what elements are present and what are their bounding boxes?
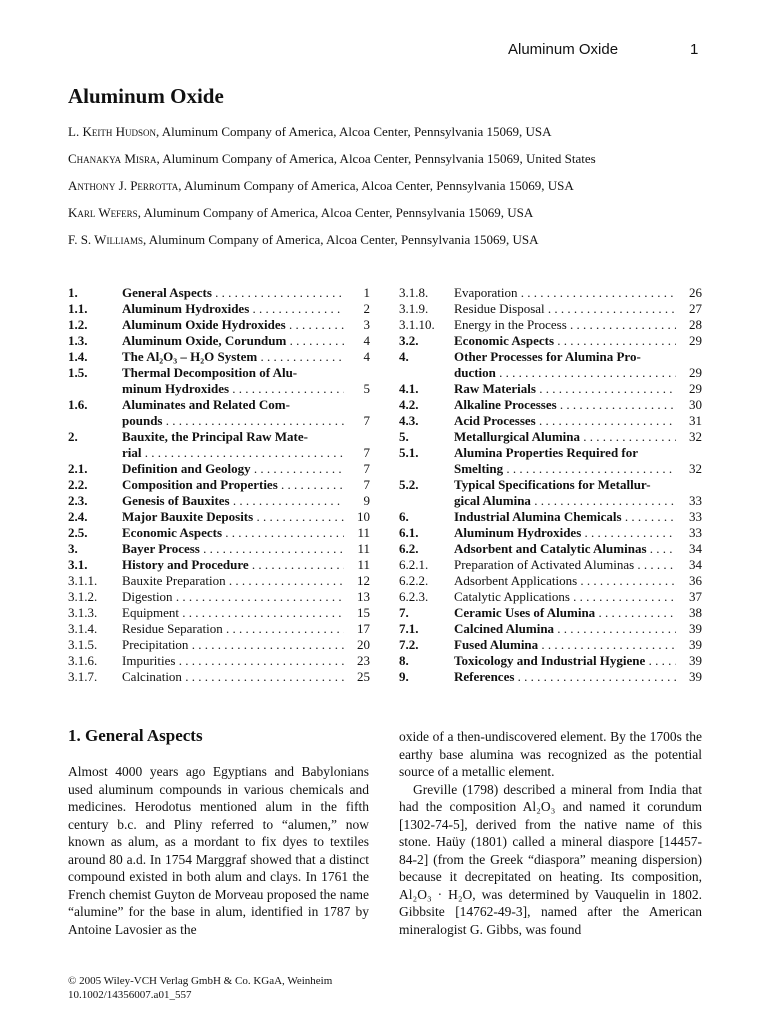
toc-entry-number: 1.5. [68,365,88,380]
toc-entry[interactable] [68,573,370,589]
toc-right-column [399,285,702,685]
toc-entry[interactable] [399,317,702,333]
toc-entry-page: 17 [357,621,370,636]
toc-entry-title: Alumina Properties Required for [454,445,639,460]
toc-entry[interactable] [68,557,370,573]
author-name: Anthony J. Perrotta [68,178,179,193]
toc-entry-title: Aluminum Oxide Hydroxides . . . [122,317,344,333]
toc-entry-number: 8. [399,653,409,668]
toc-entry[interactable] [68,477,370,493]
toc-entry-page: 7 [363,477,370,492]
toc-entry[interactable] [68,621,370,637]
toc-entry-title: Digestion . . . [122,589,344,605]
toc-entry[interactable] [399,653,702,669]
toc-entry[interactable] [399,429,702,445]
article-title: Aluminum Oxide [68,84,224,108]
toc-entry-title: Definition and Geology . . . [122,461,344,477]
toc-entry-page: 39 [689,637,702,652]
toc-entry-page: 39 [689,669,702,684]
toc-entry-number: 2.3. [68,493,88,508]
toc-entry-title: Equipment . . . [122,605,344,621]
toc-entry-title: History and Procedure . . . [122,557,344,573]
toc-entry-title: References . . . [454,669,676,685]
toc-entry-page: 25 [357,669,370,684]
toc-entry[interactable] [68,493,370,509]
author-line [68,205,533,221]
toc-entry-title: Genesis of Bauxites . . . [122,493,344,509]
toc-entry[interactable] [399,541,702,557]
toc-entry-page: 11 [357,525,370,540]
toc-entry-title: Aluminum Hydroxides . . . [122,301,344,317]
toc-entry[interactable] [399,285,702,301]
toc-entry-number: 6.2.3. [399,589,429,604]
toc-entry-title: Precipitation . . . [122,637,344,653]
toc-entry-page: 13 [357,589,370,604]
toc-entry-title: Calcined Alumina . . . [454,621,676,637]
toc-entry-title: Major Bauxite Deposits . . . [122,509,344,525]
toc-entry-page: 4 [363,333,370,348]
toc-entry-page: 2 [363,301,370,316]
toc-entry[interactable] [399,525,702,541]
toc-entry-number: 5.2. [399,477,419,492]
toc-entry-title: Residue Separation . . . [122,621,344,637]
toc-entry-number: 3.1.4. [68,621,98,636]
author-line [68,232,539,248]
toc-entry[interactable] [68,349,370,365]
toc-entry-number: 1.2. [68,317,88,332]
toc-entry-title: Economic Aspects . . . [122,525,344,541]
toc-entry[interactable] [68,445,370,461]
toc-entry[interactable] [399,381,702,397]
toc-entry-page: 34 [689,557,702,572]
toc-entry[interactable] [68,429,370,445]
toc-entry[interactable] [399,349,702,365]
toc-entry-page: 27 [689,301,702,316]
toc-entry-title: Aluminates and Related Com- [122,397,290,412]
toc-entry-title: Metallurgical Alumina . . . [454,429,676,445]
toc-entry-title: Industrial Alumina Chemicals . . . [454,509,676,525]
toc-entry-number: 3.1.9. [399,301,429,316]
toc-entry-page: 32 [689,461,702,476]
toc-entry-page: 30 [689,397,702,412]
toc-entry-page: 37 [689,589,702,604]
toc-entry[interactable] [68,509,370,525]
page-number: 1 [690,41,699,58]
toc-entry[interactable] [399,493,702,509]
toc-entry-page: 38 [689,605,702,620]
toc-entry-page: 7 [363,445,370,460]
toc-entry-page: 29 [689,333,702,348]
toc-entry[interactable] [399,605,702,621]
toc-entry-title: Residue Disposal . . . [454,301,676,317]
toc-entry-title: Evaporation . . . [454,285,676,301]
toc-entry-number: 2.1. [68,461,88,476]
toc-entry-title: Aluminum Oxide, Corundum . . . [122,333,344,349]
author-name: L. Keith Hudson [68,124,156,139]
toc-entry-number: 2.5. [68,525,88,540]
toc-entry-page: 33 [689,509,702,524]
toc-entry-title: Toxicology and Industrial Hygiene . . . [454,653,676,669]
toc-entry-number: 1.6. [68,397,88,412]
toc-entry-page: 15 [357,605,370,620]
toc-entry[interactable] [68,669,370,685]
toc-entry[interactable] [399,669,702,685]
toc-entry-title: Impurities . . . [122,653,344,669]
toc-entry[interactable] [68,285,370,301]
toc-entry-title: minum Hydroxides . . . [122,381,344,397]
toc-entry-number: 7. [399,605,409,620]
toc-entry[interactable] [399,413,702,429]
author-name: Karl Wefers [68,205,138,220]
toc-entry-title: Acid Processes . . . [454,413,676,429]
toc-entry[interactable] [68,461,370,477]
toc-entry-page: 12 [357,573,370,588]
toc-entry-number: 4.3. [399,413,419,428]
toc-entry-page: 33 [689,525,702,540]
toc-entry-title: Ceramic Uses of Alumina . . . [454,605,676,621]
toc-entry-title: Other Processes for Alumina Pro- [454,349,641,364]
toc-entry-title: Thermal Decomposition of Alu- [122,365,298,380]
toc-entry-number: 9. [399,669,409,684]
toc-entry-number: 3.2. [399,333,419,348]
toc-entry-title: Bauxite, the Principal Raw Mate- [122,429,308,444]
toc-entry-number: 3.1.5. [68,637,98,652]
toc-entry-number: 1.4. [68,349,88,364]
toc-entry-page: 9 [363,493,370,508]
toc-entry-number: 3.1.1. [68,573,98,588]
toc-entry-number: 3.1.3. [68,605,98,620]
toc-entry-page: 23 [357,653,370,668]
toc-entry-title: gical Alumina . . . [454,493,676,509]
toc-entry[interactable] [68,365,370,381]
copyright-notice: © 2005 Wiley-VCH Verlag GmbH & Co. KGaA, Weinheim [68,975,333,987]
running-header-title: Aluminum Oxide [508,41,619,58]
toc-entry[interactable] [399,557,702,573]
toc-entry-page: 20 [357,637,370,652]
toc-entry[interactable] [68,637,370,653]
toc-entry-title: Raw Materials . . . [454,381,676,397]
toc-entry-number: 6.2.1. [399,557,429,572]
toc-entry-number: 3.1. [68,557,88,572]
toc-entry-title: Adsorbent and Catalytic Aluminas . . . [454,541,676,557]
toc-entry-page: 28 [689,317,702,332]
toc-entry-title: Calcination . . . [122,669,344,685]
toc-entry-page: 5 [363,381,370,396]
toc-entry-title: pounds . . . [122,413,344,429]
toc-entry-page: 31 [689,413,702,428]
toc-entry-title: rial . . . [122,445,344,461]
toc-entry-number: 2.4. [68,509,88,524]
toc-entry-number: 3.1.2. [68,589,98,604]
toc-entry-page: 39 [689,653,702,668]
toc-entry-page: 32 [689,429,702,444]
toc-entry-title: Alkaline Processes . . . [454,397,676,413]
toc-entry-number: 3.1.6. [68,653,98,668]
toc-entry[interactable] [399,637,702,653]
toc-entry-number: 3. [68,541,78,556]
toc-entry-title: Aluminum Hydroxides . . . [454,525,676,541]
toc-entry-number: 3.1.10. [399,317,435,332]
author-affiliation: , Aluminum Company of America, Alcoa Center, Pennsylvania 15069, USA [178,178,574,193]
toc-entry[interactable] [399,573,702,589]
toc-entry[interactable] [68,381,370,397]
toc-entry[interactable] [68,589,370,605]
toc-left-column [68,285,370,685]
toc-entry[interactable] [399,333,702,349]
toc-entry-page: 39 [689,621,702,636]
toc-entry-title: Typical Specifications for Metallur- [454,477,651,492]
toc-entry[interactable] [68,413,370,429]
toc-entry-number: 3.1.8. [399,285,429,300]
toc-entry-page: 7 [363,413,370,428]
toc-entry-page: 11 [357,541,370,556]
toc-entry-number: 7.2. [399,637,419,652]
body-column-left [68,763,369,938]
toc-entry[interactable] [68,653,370,669]
toc-entry-page: 11 [357,557,370,572]
toc-entry[interactable] [68,605,370,621]
toc-entry[interactable] [68,317,370,333]
toc-entry-title: duction . . . [454,365,676,381]
toc-entry-title: Bauxite Preparation . . . [122,573,344,589]
toc-entry-page: 29 [689,381,702,396]
author-affiliation: , Aluminum Company of America, Alcoa Center, Pennsylvania 15069, USA [142,232,539,247]
toc-entry-title: Energy in the Process . . . [454,317,676,333]
doi: 10.1002/14356007.a01_557 [68,989,192,1001]
toc-entry-number: 6. [399,509,409,524]
toc-entry-number: 7.1. [399,621,419,636]
toc-entry-page: 4 [363,349,370,364]
toc-entry[interactable] [399,509,702,525]
toc-entry-number: 5. [399,429,409,444]
toc-entry-title: General Aspects . . . [122,285,344,301]
toc-entry[interactable] [399,461,702,477]
toc-entry-title: Preparation of Activated Aluminas . . . [454,557,676,573]
toc-entry[interactable] [68,301,370,317]
body-paragraph: Almost 4000 years ago Egyptians and Babylonians used aluminum compounds in various chemicals and medicines. Herodotus mentioned alum in the fifth century b.c. and Pliny referred to “alumen,” now known as alum, as a mordant to fix dyes to textiles around 80 a.d. In 1754 Marggraf showed that a distinct compound existed in both alum and clays. In 1761 the French chemist Guyton de Morveau proposed the name “alumine” for the base in alum, identified in 1787 by Antoine Lavosier as the [68,764,369,937]
toc-entry-title: Composition and Properties . . . [122,477,344,493]
toc-entry-number: 3.1.7. [68,669,98,684]
toc-entry-title: Catalytic Applications . . . [454,589,676,605]
toc-entry[interactable] [399,445,702,461]
toc-entry-page: 26 [689,285,702,300]
author-line [68,151,596,167]
author-name: Chanakya Misra [68,151,157,166]
toc-entry-title: Bayer Process . . . [122,541,344,557]
toc-entry-page: 10 [357,509,370,524]
toc-entry[interactable] [399,301,702,317]
toc-entry-number: 1. [68,285,78,300]
toc-entry-title: Economic Aspects . . . [454,333,676,349]
toc-entry-page: 29 [689,365,702,380]
toc-entry[interactable] [399,477,702,493]
author-affiliation: , Aluminum Company of America, Alcoa Center, Pennsylvania 15069, USA [155,124,552,139]
section-heading: 1. General Aspects [68,726,203,745]
toc-entry-page: 34 [689,541,702,556]
toc-entry-title: Smelting . . . [454,461,676,477]
toc-entry-number: 4.1. [399,381,419,396]
toc-entry[interactable] [399,397,702,413]
toc-entry-page: 33 [689,493,702,508]
toc-entry[interactable] [68,397,370,413]
author-name: F. S. Williams [68,232,143,247]
toc-entry-title: The Al₂O₃ – H₂O System . . . [122,349,344,365]
author-line [68,178,574,194]
toc-entry[interactable] [68,525,370,541]
toc-entry[interactable] [399,365,702,381]
body-paragraph: Greville (1798) described a mineral from India that had the composition Al₂O₃ and named it corundum [1302-74-5], derived from the native name of this stone. Haüy (1801) called a mineral diaspore [14457-84-2] (from the Greek “diaspora” meaning dispersion) because it decrepitated on heating. Its composition, Al₂O₃ · H₂O, was determined by Vauquelin in 1802. Gibbsite [14762-49-3], named after the American mineralogist G. Gibbs, was found [399,781,702,937]
toc-entry-page: 7 [363,461,370,476]
body-column-right [399,728,702,938]
toc-entry-number: 6.1. [399,525,419,540]
toc-entry[interactable] [68,333,370,349]
toc-entry-number: 5.1. [399,445,419,460]
toc-entry-number: 6.2.2. [399,573,429,588]
toc-entry-number: 2.2. [68,477,88,492]
toc-entry-title: Adsorbent Applications . . . [454,573,676,589]
author-line [68,124,552,140]
toc-entry[interactable] [68,541,370,557]
toc-entry-number: 1.1. [68,301,88,316]
author-affiliation: , Aluminum Company of America, Alcoa Center, Pennsylvania 15069, United States [156,151,596,166]
body-paragraph: oxide of a then-undiscovered element. By the 1700s the earthy base alumina was recognized as the potential source of a metallic element. [399,729,702,779]
toc-entry-number: 2. [68,429,78,444]
toc-entry[interactable] [399,621,702,637]
toc-entry-title: Fused Alumina . . . [454,637,676,653]
author-affiliation: , Aluminum Company of America, Alcoa Center, Pennsylvania 15069, USA [137,205,534,220]
toc-entry-page: 36 [689,573,702,588]
toc-entry-number: 4.2. [399,397,419,412]
toc-entry[interactable] [399,589,702,605]
toc-entry-number: 1.3. [68,333,88,348]
toc-entry-number: 6.2. [399,541,419,556]
toc-entry-page: 3 [363,317,370,332]
toc-entry-page: 1 [363,285,370,300]
toc-entry-number: 4. [399,349,409,364]
